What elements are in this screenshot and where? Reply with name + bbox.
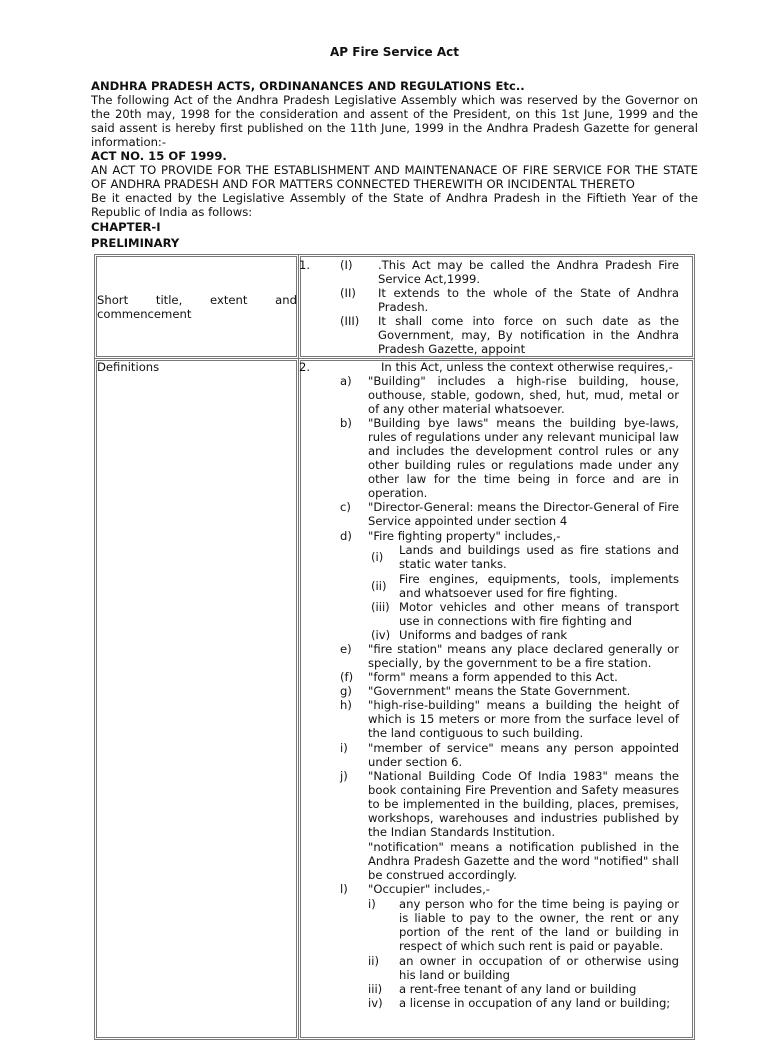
def-e-text: "fire station" means any place declared generally or specially, by the government to be a fire station.: [368, 642, 679, 670]
def-d-i-text: Lands and buildings used as fire stations and static water tanks.: [399, 543, 679, 571]
chapter-title: PRELIMINARY: [91, 236, 180, 250]
chapter-number: CHAPTER-I: [91, 220, 161, 234]
act-number: ACT NO. 15 OF 1999.: [91, 149, 227, 163]
def-l-iv-mark: iv): [368, 996, 383, 1010]
section2-lead: In this Act, unless the context otherwise requires,-: [381, 360, 673, 374]
document-title: AP Fire Service Act: [329, 45, 459, 59]
def-l-ii-text: an owner in occupation of or otherwise using his land or building: [399, 954, 679, 982]
def-l-ii-mark: ii): [368, 954, 379, 968]
def-l-text: "Occupier" includes,-: [368, 882, 490, 896]
def-d-iii-mark: (iii): [371, 600, 390, 614]
def-j-text: "National Building Code Of India 1983" means the book containing Fire Prevention and Safety measures to be implemented in the building, places, premises, workshops, warehouses and industries published by the Indian Standards Institution.: [368, 769, 679, 839]
def-g-text: "Government" means the State Government.: [368, 684, 631, 698]
def-l-iv-text: a license in occupation of any land or building;: [399, 996, 671, 1010]
section1-item3-mark: (III): [340, 314, 360, 328]
acts-heading: ANDHRA PRADESH ACTS, ORDINANANCES AND REGULATIONS Etc..: [91, 79, 525, 93]
def-c-mark: c): [340, 500, 351, 514]
def-l-iii-text: a rent-free tenant of any land or building: [399, 982, 637, 996]
enactment-clause: Be it enacted by the Legislative Assembly of the State of Andhra Pradesh in the Fiftieth Year of the Republic of India as follows:: [91, 191, 698, 219]
section2-label: Definitions: [97, 360, 160, 374]
def-l-i-mark: i): [368, 897, 376, 911]
intro-paragraph: The following Act of the Andhra Pradesh Legislative Assembly which was reserved by the Governor on the 20th may, 1998 for the consideration and assent of the President, on this 1st June, 1999 and the said assent is hereby first published on the 11th June, 1999 in the Andhra Pradesh Gazette for general information:-: [91, 93, 698, 149]
def-d-iv-text: Uniforms and badges of rank: [399, 628, 568, 642]
def-d-i-mark: (i): [371, 550, 384, 564]
def-f-mark: (f): [340, 670, 354, 684]
section1-item2-text: It extends to the whole of the State of Andhra Pradesh.: [378, 286, 679, 314]
def-l-iii-mark: iii): [368, 982, 383, 996]
def-j-mark: j): [340, 769, 348, 783]
def-b-text: "Building bye laws" means the building bye-laws, rules of regulations under any relevant municipal law and includes the development control rules or any other building rules or regulations made under any other law for the time being in force and are in operation.: [368, 416, 679, 500]
def-l-i-text: any person who for the time being is paying or is liable to pay to the owner, the rent or any portion of the rent of the land or building in respect of which such rent is paid or payable.: [399, 897, 679, 953]
def-f-text: "form" means a form appended to this Act.: [368, 670, 618, 684]
def-a-text: "Building" includes a high-rise building, house, outhouse, stable, godown, shed, hut, mud, metal or of any other material whatsoever.: [368, 374, 679, 416]
section2-number: 2.: [299, 360, 311, 374]
intro-block: [91, 79, 698, 250]
def-h-text: "high-rise-building" means a building the height of which is 15 meters or more from the surface level of the land contiguous to such building.: [368, 698, 679, 740]
section1-item1-text: .This Act may be called the Andhra Pradesh Fire Service Act,1999.: [378, 258, 679, 286]
def-a-mark: a): [340, 374, 352, 388]
def-i-text: "member of service" means any person appointed under section 6.: [368, 741, 679, 769]
section1-number: 1.: [299, 258, 311, 272]
section1-label: Short title, extent and commencement: [97, 293, 297, 321]
def-d-mark: d): [340, 529, 352, 543]
def-d-iii-text: Motor vehicles and other means of transport use in connections with fire fighting and: [399, 600, 679, 628]
def-b-mark: b): [340, 416, 352, 430]
section1-item2-mark: (II): [340, 286, 356, 300]
def-g-mark: g): [340, 684, 352, 698]
def-l-mark: l): [340, 882, 348, 896]
def-d-iv-mark: (iv): [371, 628, 391, 642]
def-h-mark: h): [340, 698, 352, 712]
def-d-ii-mark: (ii): [371, 579, 387, 593]
section2-label-cell: [94, 358, 299, 1040]
def-i-mark: i): [340, 741, 348, 755]
def-d-text: "Fire fighting property" includes,-: [368, 529, 561, 543]
def-k-text: "notification" means a notification published in the Andhra Pradesh Gazette and the word "notified" shall be construed accordingly.: [368, 840, 679, 882]
def-d-ii-text: Fire engines, equipments, tools, implements and whatsoever used for fire fighting.: [399, 572, 679, 600]
act-description: AN ACT TO PROVIDE FOR THE ESTABLISHMENT AND MAINTENANACE OF FIRE SERVICE FOR THE STATE OF ANDHRA PRADESH AND FOR MATTERS CONNECTED THEREWITH OR INCIDENTAL THERETO: [91, 163, 698, 191]
def-e-mark: e): [340, 642, 352, 656]
section1-item1-mark: (I): [340, 258, 353, 272]
section1-item3-text: It shall come into force on such date as the Government, may, By notification in the Andhra Pradesh Gazette, appoint: [378, 314, 679, 356]
def-c-text: "Director-General: means the Director-General of Fire Service appointed under section 4: [368, 500, 679, 528]
